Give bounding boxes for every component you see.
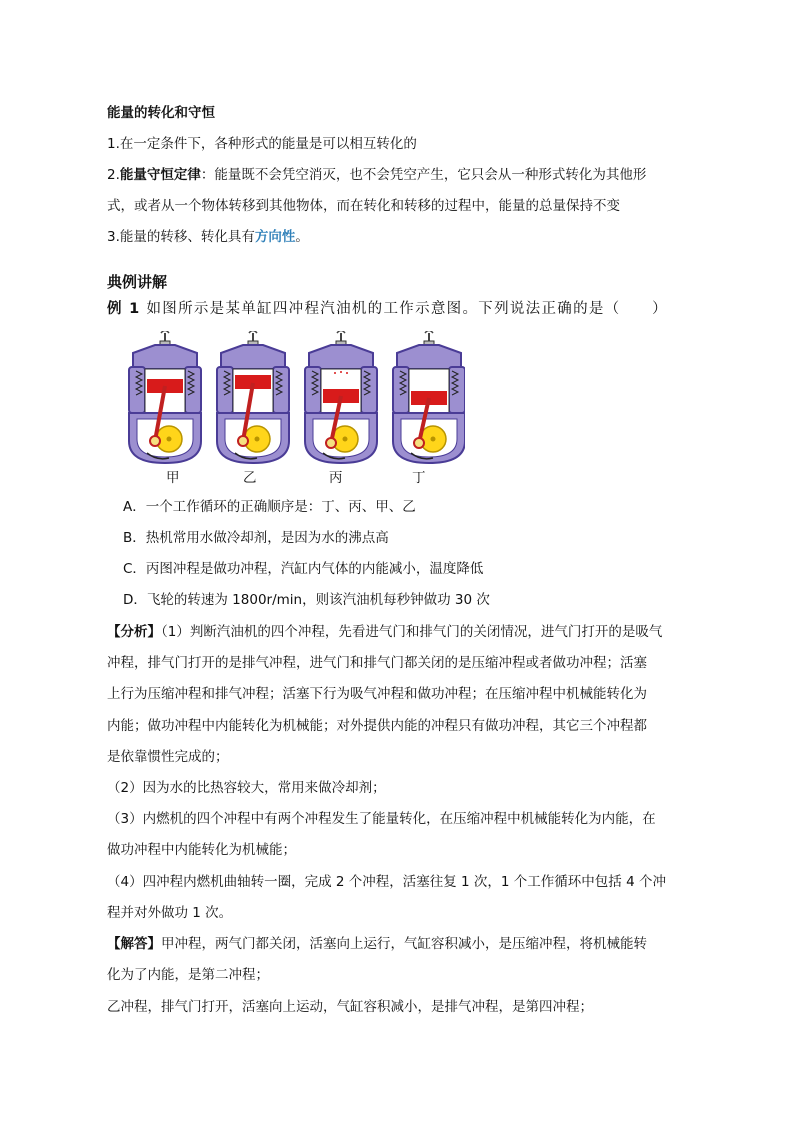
analysis-tag: 【分析】 — [107, 624, 161, 640]
analysis-line: 【分析】（1）判断汽油机的四个冲程，先看进气门和排气门的关闭情况，进气门打开的是吸气 — [107, 624, 663, 640]
engine-yi — [217, 331, 289, 463]
option-b: B．热机常用水做冷却剂，是因为水的沸点高 — [123, 530, 389, 546]
figure-label-bing: 丙 — [329, 470, 343, 486]
analysis-line: 是依靠惯性完成的； — [107, 749, 229, 765]
point-2-continued: 式，或者从一个物体转移到其他物体，而在转化和转移的过程中，能量的总量保持不变 — [107, 198, 620, 214]
figure-label-ding: 丁 — [412, 470, 426, 486]
analysis-line: 做功冲程中内能转化为机械能； — [107, 842, 296, 858]
figure-label-yi: 乙 — [243, 470, 257, 486]
term-energy-conservation: 能量守恒定律 — [119, 167, 201, 183]
analysis-line: 冲程，排气门打开的是排气冲程，进气门和排气门都关闭的是压缩冲程或者做功冲程；活塞 — [107, 655, 647, 671]
highlight-direction: 方向性 — [254, 229, 296, 245]
point-2: 2.能量守恒定律：能量既不会凭空消灭，也不会凭空产生，它只会从一种形式转化为其他形 — [107, 167, 647, 183]
option-d: D．飞轮的转速为 1800r/min，则该汽油机每秒钟做功 30 次 — [123, 592, 490, 608]
figure-label-jia: 甲 — [166, 470, 180, 486]
analysis-line: 程并对外做功 1 次。 — [107, 905, 233, 921]
option-a: A．一个工作循环的正确顺序是：丁、丙、甲、乙 — [123, 499, 416, 515]
answer-line: 【解答】甲冲程，两气门都关闭，活塞向上运行，气缸容积减小，是压缩冲程，将机械能转 — [107, 936, 647, 952]
example-heading: 典例讲解 — [107, 273, 168, 291]
analysis-line: 上行为压缩冲程和排气冲程；活塞下行为吸气冲程和做功冲程；在压缩冲程中机械能转化为 — [107, 686, 647, 702]
answer-tag: 【解答】 — [107, 936, 161, 952]
question-label: 例 1 — [107, 301, 141, 317]
analysis-line: （2）因为水的比热容较大，常用来做冷却剂； — [107, 780, 386, 796]
section-title: 能量的转化和守恒 — [107, 105, 215, 121]
engine-bing — [305, 331, 377, 463]
answer-line: 乙冲程，排气门打开，活塞向上运动，气缸容积减小，是排气冲程，是第四冲程； — [107, 999, 593, 1015]
question-stem: 例 1 如图所示是某单缸四冲程汽油机的工作示意图。下列说法正确的是（ ） — [107, 301, 668, 317]
analysis-line: 内能；做功冲程中内能转化为机械能；对外提供内能的冲程只有做功冲程，其它三个冲程都 — [107, 718, 647, 734]
point-3: 3.能量的转移、转化具有方向性。 — [107, 229, 309, 245]
analysis-line: （3）内燃机的四个冲程中有两个冲程发生了能量转化，在压缩冲程中机械能转化为内能，在 — [107, 811, 656, 827]
engine-ding — [393, 331, 465, 463]
option-c: C．丙图冲程是做功冲程，汽缸内气体的内能减小，温度降低 — [123, 561, 484, 577]
engine-jia — [129, 331, 201, 463]
point-1: 1.在一定条件下，各种形式的能量是可以相互转化的 — [107, 136, 417, 152]
analysis-line: （4）四冲程内燃机曲轴转一圈，完成 2 个冲程，活塞往复 1 次，1 个工作循环中包括 4 个冲 — [107, 874, 666, 890]
answer-line: 化为了内能，是第二冲程； — [107, 967, 269, 983]
